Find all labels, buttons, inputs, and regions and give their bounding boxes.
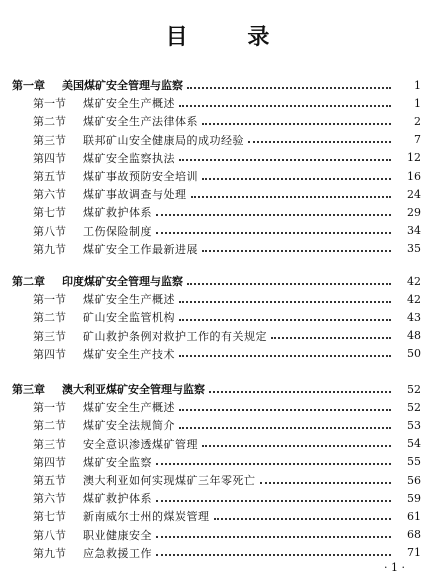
section-number: 第五节 [33, 170, 66, 183]
dot-leader [156, 499, 391, 502]
dot-leader [156, 535, 391, 538]
chapter-page-number: 42 [407, 274, 421, 288]
toc-section-entry[interactable] [0, 345, 435, 363]
chapter-number: 第一章 [12, 79, 45, 92]
toc-section-entry[interactable] [0, 471, 435, 489]
section-title: 煤矿安全生产技术 [83, 347, 175, 361]
section-number: 第八节 [33, 224, 66, 238]
toc-section-entry[interactable] [0, 203, 435, 221]
toc-section-entry[interactable] [0, 240, 435, 258]
section-title: 煤矿事故调查与处理 [83, 188, 187, 202]
toc-section-entry[interactable] [0, 453, 435, 471]
section-number: 第六节 [33, 188, 66, 202]
toc-section-entry[interactable] [0, 222, 435, 240]
dot-leader [202, 444, 391, 447]
toc-section-entry[interactable] [0, 167, 435, 185]
section-title: 安全意识渗透煤矿管理 [83, 437, 198, 451]
section-page-number: 56 [407, 473, 421, 487]
section-page-number: 12 [407, 151, 421, 165]
section-page-number: 24 [407, 187, 421, 201]
section-page-number: 50 [407, 347, 421, 361]
section-page-number: 42 [407, 292, 421, 306]
section-page-number: 71 [407, 546, 421, 560]
dot-leader [214, 517, 392, 520]
toc-section-entry[interactable] [0, 398, 435, 416]
section-page-number: 68 [407, 528, 421, 542]
dot-leader [248, 140, 391, 143]
dot-leader [271, 336, 391, 339]
section-title: 矿山救护条例对救护工作的有关规定 [83, 329, 267, 343]
section-number: 第二节 [33, 115, 66, 129]
dot-leader [187, 86, 391, 89]
section-title: 煤矿安全生产概述 [83, 97, 175, 111]
toc-section-entry[interactable] [0, 131, 435, 149]
toc-section-entry[interactable] [0, 416, 435, 434]
toc-section-entry[interactable] [0, 94, 435, 112]
dot-leader [156, 213, 391, 216]
chapter-title: 印度煤矿安全管理与监察 [62, 275, 183, 288]
toc-section-entry[interactable] [0, 149, 435, 167]
page-number-footer: · 1 · [384, 561, 405, 574]
toc-section-entry[interactable] [0, 489, 435, 507]
section-title: 煤矿安全监察 [83, 455, 152, 469]
section-number: 第三节 [33, 329, 66, 343]
section-title: 煤矿救护体系 [83, 492, 152, 506]
section-title: 矿山安全监管机构 [83, 311, 175, 325]
section-number: 第四节 [33, 151, 66, 165]
section-page-number: 53 [407, 418, 421, 432]
chapter-title: 澳大利亚煤矿安全管理与监察 [62, 383, 205, 396]
section-title: 煤矿事故预防安全培训 [83, 170, 198, 183]
section-number: 第九节 [33, 242, 66, 256]
dot-leader [179, 300, 391, 303]
dot-leader [179, 158, 391, 161]
dot-leader [179, 354, 391, 357]
toc-chapter-entry[interactable] [0, 76, 435, 94]
section-title: 煤矿安全生产概述 [83, 293, 175, 307]
section-page-number: 54 [407, 437, 421, 451]
section-title: 煤矿救护体系 [83, 206, 152, 220]
section-page-number: 43 [407, 310, 421, 324]
section-title: 煤矿安全法规简介 [83, 419, 175, 433]
dot-leader [260, 481, 392, 484]
section-page-number: 59 [407, 491, 421, 505]
page-title: 目 录 [165, 25, 296, 50]
dot-leader [202, 249, 391, 252]
section-page-number: 7 [414, 133, 421, 147]
toc-section-entry[interactable] [0, 435, 435, 453]
section-page-number: 29 [407, 205, 421, 219]
section-page-number: 61 [407, 509, 421, 523]
section-number: 第一节 [33, 401, 66, 415]
chapter-number: 第三章 [12, 383, 45, 396]
section-title: 煤矿安全生产法律体系 [83, 115, 198, 129]
toc-section-entry[interactable] [0, 308, 435, 326]
section-number: 第五节 [33, 474, 66, 487]
toc-section-entry[interactable] [0, 185, 435, 203]
dot-leader [179, 426, 391, 429]
section-number: 第八节 [33, 528, 66, 542]
section-number: 第三节 [33, 437, 66, 451]
toc-chapter-entry[interactable] [0, 272, 435, 290]
section-page-number: 1 [414, 96, 421, 110]
section-number: 第二节 [33, 311, 66, 325]
toc-section-entry[interactable] [0, 327, 435, 345]
section-number: 第三节 [33, 133, 66, 147]
dot-leader [209, 390, 391, 393]
section-page-number: 48 [407, 329, 421, 343]
toc-section-entry[interactable] [0, 112, 435, 130]
chapter-title: 美国煤矿安全管理与监察 [62, 79, 183, 92]
chapter-page-number: 52 [407, 382, 421, 396]
section-title: 煤矿安全生产概述 [83, 401, 175, 415]
section-page-number: 55 [407, 455, 421, 469]
section-number: 第九节 [33, 546, 66, 560]
section-number: 第七节 [33, 510, 66, 524]
section-number: 第四节 [33, 455, 66, 469]
section-title: 职业健康安全 [83, 528, 152, 542]
dot-leader [156, 553, 391, 556]
section-page-number: 52 [407, 400, 421, 414]
toc-chapter-entry[interactable] [0, 380, 435, 398]
dot-leader [179, 318, 391, 321]
section-page-number: 16 [407, 169, 421, 183]
dot-leader [187, 282, 391, 285]
dot-leader [202, 122, 391, 125]
section-number: 第一节 [33, 293, 66, 307]
dot-leader [191, 195, 392, 198]
section-page-number: 2 [414, 114, 421, 128]
section-title: 联邦矿山安全健康局的成功经验 [83, 133, 244, 147]
section-number: 第一节 [33, 97, 66, 111]
dot-leader [179, 408, 391, 411]
section-page-number: 34 [407, 224, 421, 238]
section-title: 工伤保险制度 [83, 224, 152, 238]
dot-leader [156, 231, 391, 234]
section-title: 应急救援工作 [83, 546, 152, 560]
toc-section-entry[interactable] [0, 290, 435, 308]
dot-leader [179, 104, 391, 107]
section-title: 澳大利亚如何实现煤矿三年零死亡 [83, 474, 256, 487]
dot-leader [202, 177, 391, 180]
section-number: 第二节 [33, 419, 66, 433]
chapter-number: 第二章 [12, 275, 45, 288]
toc-section-entry[interactable] [0, 507, 435, 525]
toc-section-entry[interactable] [0, 526, 435, 544]
chapter-page-number: 1 [414, 78, 421, 92]
section-title: 煤矿安全工作最新进展 [83, 242, 198, 256]
section-title: 新南威尔士州的煤炭管理 [83, 510, 210, 524]
section-number: 第六节 [33, 492, 66, 506]
toc-section-entry[interactable] [0, 544, 435, 562]
section-number: 第七节 [33, 206, 66, 220]
dot-leader [156, 462, 391, 465]
section-number: 第四节 [33, 347, 66, 361]
section-page-number: 35 [407, 242, 421, 256]
section-title: 煤矿安全监察执法 [83, 151, 175, 165]
